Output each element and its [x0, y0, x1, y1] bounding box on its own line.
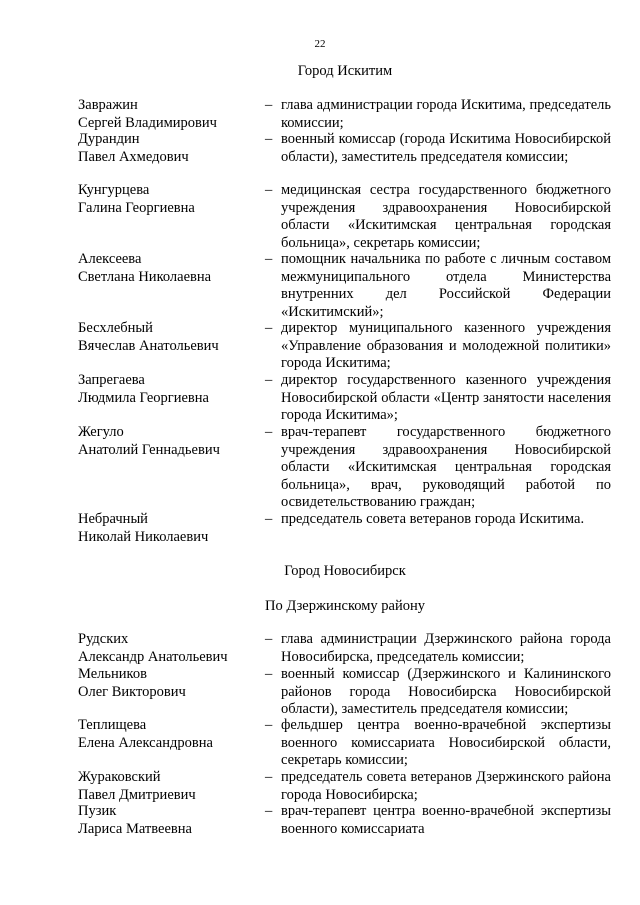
member-surname: Пузик — [78, 803, 117, 819]
member-name — [78, 372, 263, 407]
member-given-names: Вячеслав Анатольевич — [78, 337, 219, 354]
member-surname: Жураковский — [78, 769, 161, 785]
member-role: председатель совета ветеранов города Искитима. — [281, 511, 585, 527]
member-role: военный комиссар (города Искитима Новосибирской области), заместитель председателя комиссии; — [281, 131, 611, 165]
member-surname: Небрачный — [78, 511, 148, 527]
dash-separator: – — [265, 251, 273, 267]
member-surname: Кунгурцева — [78, 182, 150, 198]
member-surname: Рудских — [78, 631, 129, 647]
dash-separator: – — [265, 424, 273, 440]
dash-separator: – — [265, 511, 273, 527]
member-role: директор муниципального казенного учреждения «Управление образования и молодежной политики» города Искитима; — [281, 320, 611, 372]
member-given-names: Людмила Георгиевна — [78, 389, 209, 406]
member-name — [78, 320, 263, 355]
member-given-names: Лариса Матвеевна — [78, 820, 192, 837]
member-name — [78, 631, 263, 666]
member-given-names: Олег Викторович — [78, 683, 186, 700]
member-surname: Бесхлебный — [78, 320, 153, 336]
member-role: врач-терапевт центра военно-врачебной экспертизы военного комиссариата — [281, 803, 611, 837]
member-given-names: Галина Георгиевна — [78, 199, 195, 216]
member-given-names: Анатолий Геннадьевич — [78, 441, 220, 458]
dash-separator: – — [265, 717, 273, 733]
member-given-names: Сергей Владимирович — [78, 114, 217, 131]
section-subheading-dzerzhinsky: По Дзержинскому району — [264, 598, 426, 614]
member-name — [78, 424, 263, 459]
member-name — [78, 511, 263, 546]
member-name — [78, 97, 263, 132]
member-role: глава администрации Дзержинского района города Новосибирска, председатель комиссии; — [281, 631, 611, 665]
member-surname: Теплищева — [78, 717, 147, 733]
member-surname: Завражин — [78, 97, 138, 113]
member-name — [78, 182, 263, 217]
page-number: 22 — [314, 38, 326, 50]
member-role: медицинская сестра государственного бюджетного учреждения здравоохранения Новосибирской области «Искитимская центральная городская больница», секретарь комиссии; — [281, 182, 611, 251]
member-name — [78, 803, 263, 838]
member-name — [78, 666, 263, 701]
member-role: военный комиссар (Дзержинского и Калининского районов города Новосибирска Новосибирской области), заместитель председателя комиссии; — [281, 666, 611, 718]
dash-separator: – — [265, 320, 273, 336]
member-given-names: Николай Николаевич — [78, 528, 209, 545]
member-given-names: Павел Ахмедович — [78, 148, 189, 165]
member-given-names: Светлана Николаевна — [78, 268, 212, 285]
dash-separator: – — [265, 131, 273, 147]
member-role: фельдшер центра военно-врачебной экспертизы военного комиссариата Новосибирской области, секретарь комиссии; — [281, 717, 611, 769]
dash-separator: – — [265, 769, 273, 785]
member-role: врач-терапевт государственного бюджетного учреждения здравоохранения Новосибирской области «Искитимская центральная городская больница», врач, руководящий работой по освидетельствованию граждан; — [281, 424, 611, 511]
member-given-names: Александр Анатольевич — [78, 648, 228, 665]
member-surname: Запрегаева — [78, 372, 145, 388]
member-role: председатель совета ветеранов Дзержинского района города Новосибирска; — [281, 769, 611, 803]
dash-separator: – — [265, 97, 273, 113]
member-role: глава администрации города Искитима, председатель комиссии; — [281, 97, 611, 131]
section-heading-novosibirsk: Город Новосибирск — [284, 563, 406, 579]
member-surname: Мельников — [78, 666, 147, 682]
member-role: директор государственного казенного учреждения Новосибирской области «Центр занятости населения города Искитима»; — [281, 372, 611, 424]
member-name — [78, 769, 263, 804]
member-name — [78, 717, 263, 752]
dash-separator: – — [265, 666, 273, 682]
member-surname: Жегуло — [78, 424, 124, 440]
dash-separator: – — [265, 803, 273, 819]
member-given-names: Елена Александровна — [78, 734, 213, 751]
member-name — [78, 131, 263, 166]
section-heading-iskitim: Город Искитим — [297, 63, 393, 79]
member-name — [78, 251, 263, 286]
dash-separator: – — [265, 182, 273, 198]
member-role: помощник начальника по работе с личным составом межмуниципального отдела Министерства внутренних дел Российской Федерации «Искитимский»; — [281, 251, 611, 320]
member-given-names: Павел Дмитриевич — [78, 786, 196, 803]
member-surname: Алексеева — [78, 251, 142, 267]
dash-separator: – — [265, 631, 273, 647]
dash-separator: – — [265, 372, 273, 388]
member-surname: Дурандин — [78, 131, 140, 147]
